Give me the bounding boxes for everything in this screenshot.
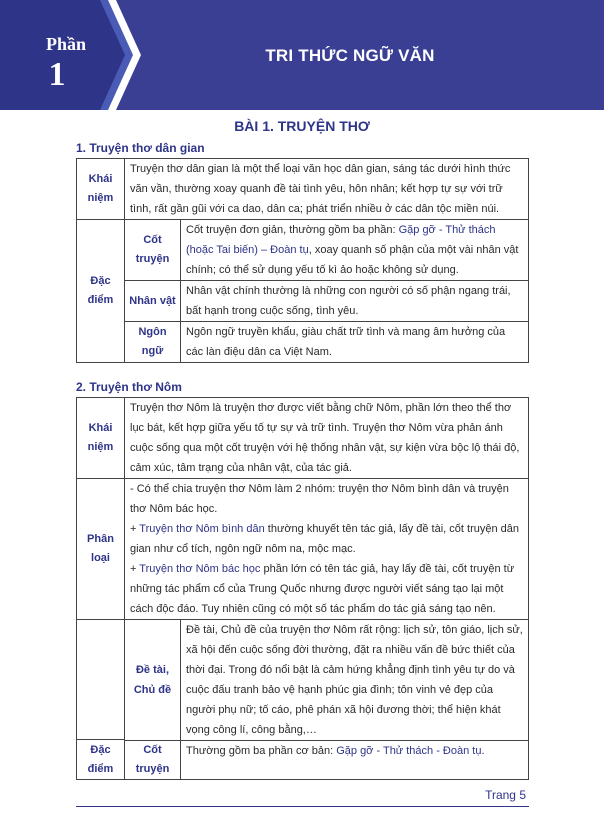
table-row	[77, 159, 529, 220]
cot-truyen-label: Cốt truyện	[125, 741, 181, 780]
dac-diem-label: Đặc điểm	[77, 220, 125, 363]
khai-niem-label: Khái niệm	[77, 398, 125, 479]
phan-loai-line: + Truyện thơ Nôm bác học phần lớn có tên tác giả, hay lấy đề tài, cốt truyện từ những tác phẩm cổ của Trung Quốc nhưng được người viết sáng tạo lại một cách độc đáo. Tuy nhiên cũng có một số tác phẩm do tác giả sáng tạo nên.	[130, 563, 515, 615]
de-tai-label: Đề tài, Chủ đề	[125, 620, 181, 741]
part-number: 1	[48, 56, 66, 93]
section1-table	[76, 158, 529, 363]
ngon-ngu-label: Ngôn ngữ	[125, 322, 181, 363]
table-row	[77, 220, 529, 281]
ngon-ngu-text: Ngôn ngữ truyền khẩu, giàu chất trữ tình và mang âm hưởng của các làn điệu dân ca Việt Nam.	[181, 322, 529, 363]
khai-niem-label: Khái niệm	[77, 159, 125, 220]
table-row	[77, 479, 529, 620]
phan-loai-line: + Truyện thơ Nôm bình dân thường khuyết tên tác giả, lấy đề tài, cốt truyện dân gian như cổ tích, ngôn ngữ nôm na, mộc mạc.	[130, 523, 520, 555]
phan-loai-text	[125, 479, 529, 620]
footer-divider	[76, 806, 529, 807]
nhan-vat-label: Nhân vật	[125, 281, 181, 322]
table-row	[77, 398, 529, 479]
section1-title: 1. Truyện thơ dân gian	[76, 141, 205, 155]
khai-niem-text: Truyện thơ Nôm là truyện thơ được viết bằng chữ Nôm, phần lớn theo thể thơ lục bát, kết hợp giữa yếu tố tự sự và trữ tình. Truyện thơ Nôm vừa phản ánh cuộc sống qua một cốt truyện với hệ thống nhân vật, sự kiện vừa bộc lộ thái độ, cảm xúc, tâm trạng của nhân vật, của tác giả.	[125, 398, 529, 479]
dac-diem-cell	[77, 620, 125, 780]
cot-truyen-text: Thường gồm ba phần cơ bản: Gặp gỡ - Thử thách - Đoàn tụ.	[181, 741, 529, 780]
table-row	[77, 322, 529, 363]
section2-table	[76, 397, 529, 780]
page-number: Trang 5	[485, 788, 526, 802]
table-row	[77, 281, 529, 322]
cot-truyen-text: Cốt truyện đơn giản, thường gồm ba phần: Gặp gỡ - Thử thách (hoặc Tai biến) – Đoàn tụ, xoay quanh số phận của một vài nhân vật chính; có thể sử dụng yếu tố kì ảo hoặc không sử dụng.	[181, 220, 529, 281]
nhan-vat-text: Nhân vật chính thường là những con người có số phận ngang trái, bất hạnh trong cuộc sống, tình yêu.	[181, 281, 529, 322]
section2-title: 2. Truyện thơ Nôm	[76, 380, 182, 394]
lesson-title: BÀI 1. TRUYỆN THƠ	[234, 118, 370, 134]
table-row	[77, 741, 529, 780]
phan-loai-line: - Có thể chia truyện thơ Nôm làm 2 nhóm: truyện thơ Nôm bình dân và truyện thơ Nôm bác học.	[130, 483, 509, 515]
cot-truyen-label: Cốt truyện	[125, 220, 181, 281]
khai-niem-text: Truyện thơ dân gian là một thể loại văn học dân gian, sáng tác dưới hình thức văn vần, thường xoay quanh đề tài tình yêu, hôn nhân; kết hợp tự sự với trữ tình, rất gần gũi với ca dao, dân ca; phát triển nhiều ở các dân tộc miền núi.	[125, 159, 529, 220]
cot-truyen-highlight: Gặp gỡ - Thử thách - Đoàn tụ	[336, 745, 482, 757]
de-tai-text: Đề tài, Chủ đề của truyện thơ Nôm rất rộng: lịch sử, tôn giáo, lịch sử, xã hội đến cuộc sống đời thường, đặt ra nhiều vấn đề bức thiết của thời đại. Trong đó nổi bật là cảm hứng khẳng định tình yêu tự do và cuộc đấu tranh bảo vệ hạnh phúc gia đình; tôn vinh vẻ đẹp của người phụ nữ; tố cáo, phê phán xã hội đương thời; thể hiện khát vọng công lí, công bằng,…	[181, 620, 529, 741]
cot-truyen-highlight: Gặp gỡ - Thử thách (hoặc Tai biến) – Đoàn tụ	[186, 224, 496, 256]
phan-loai-label: Phân loại	[77, 479, 125, 620]
part-label: Phần	[45, 34, 87, 54]
banner-title: TRI THỨC NGỮ VĂN	[265, 46, 435, 65]
dac-diem-label: Đặc điểm	[77, 739, 124, 779]
table-row	[77, 620, 529, 741]
